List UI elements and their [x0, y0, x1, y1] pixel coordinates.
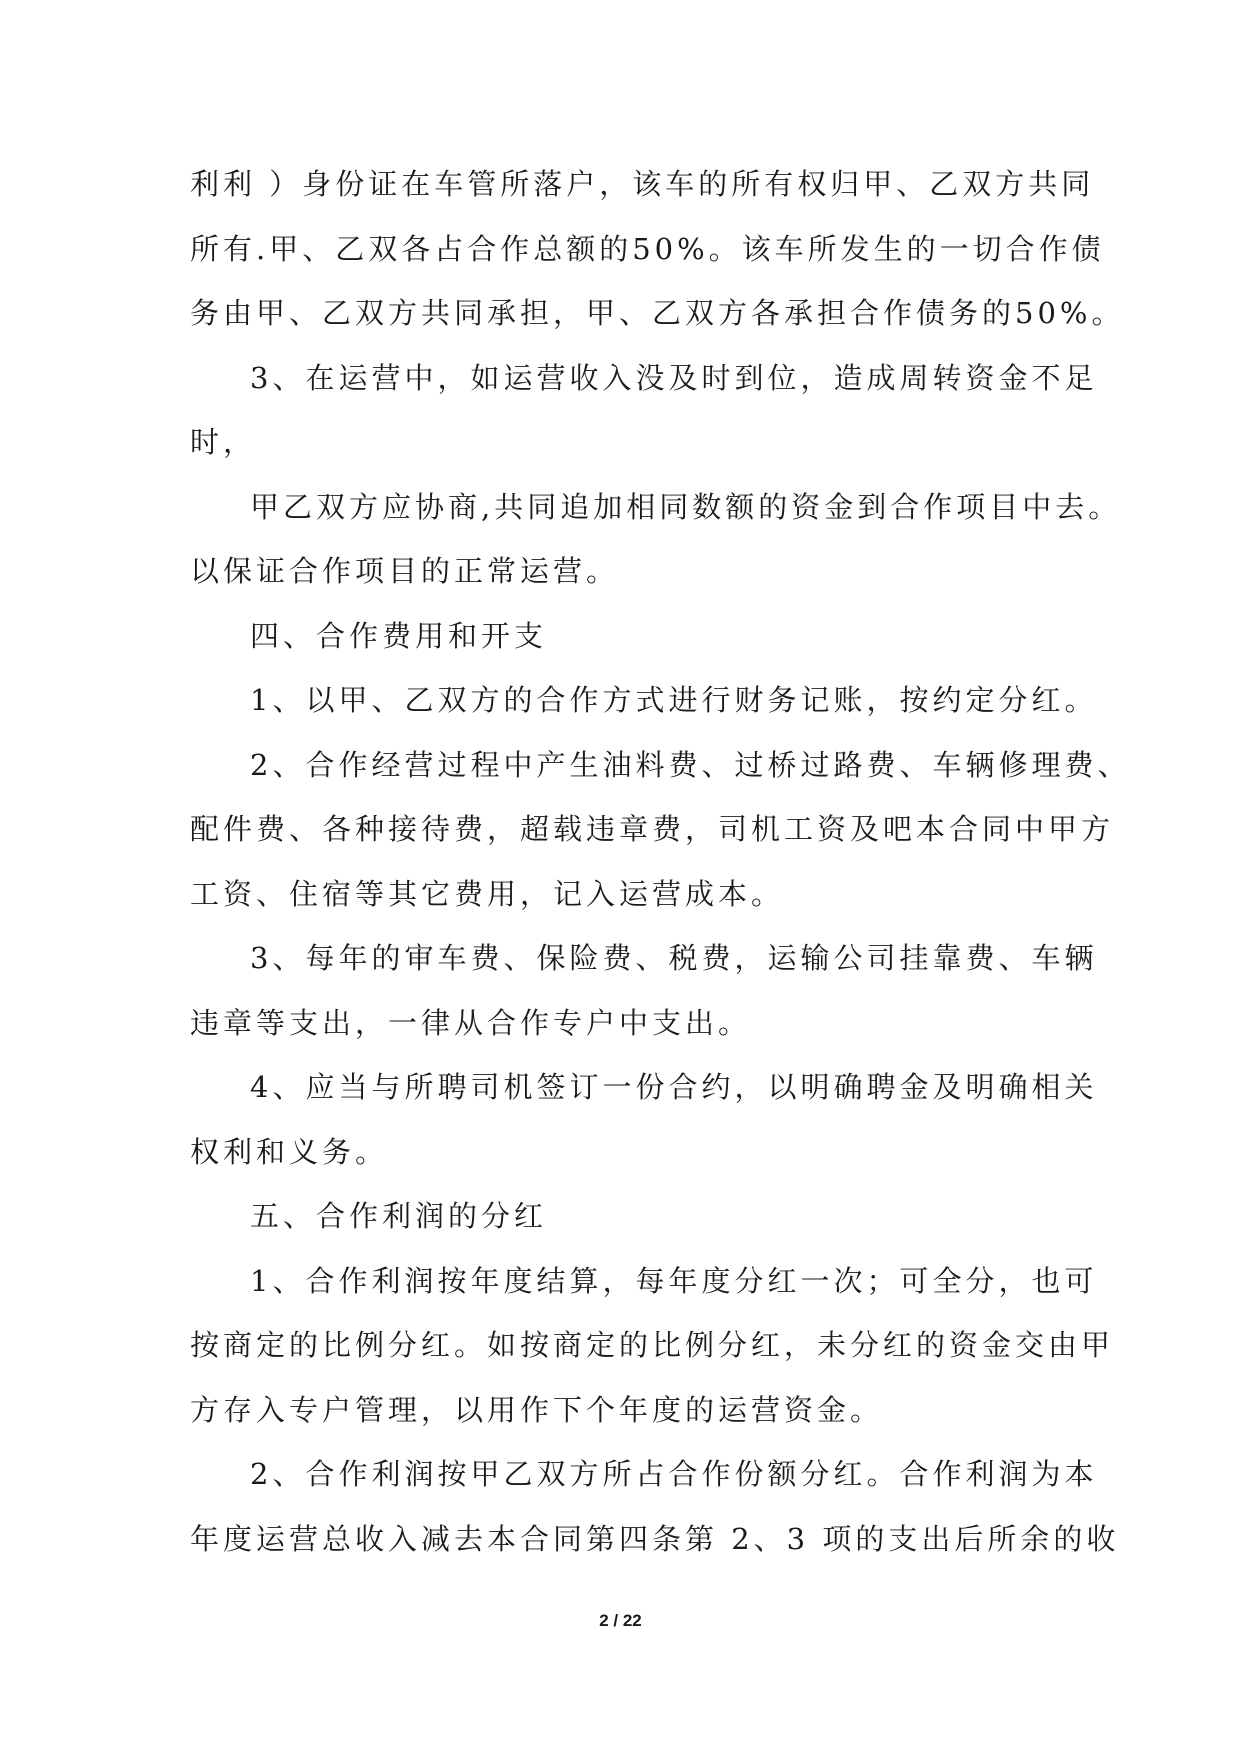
- text-line: 年度运营总收入减去本合同第四条第 2、3 项的支出后所余的收: [190, 1521, 1120, 1556]
- text-line: 时，: [190, 425, 257, 459]
- text-line: 违章等支出，一律从合作专户中支出。: [190, 1005, 752, 1040]
- text-line: 权利和义务。: [190, 1134, 389, 1169]
- text-line: 甲乙双方应协商,共同追加相同数额的资金到合作项目中去。: [250, 489, 1122, 524]
- text-line: 2、合作利润按甲乙双方所占合作份额分红。合作利润为本: [250, 1457, 1098, 1491]
- text-line: 3、每年的审车费、保险费、税费，运输公司挂靠费、车辆: [250, 941, 1098, 975]
- text-line: 1、以甲、乙双方的合作方式进行财务记账，按约定分红。: [250, 683, 1098, 717]
- text-line: 工资、住宿等其它费用，记入运营成本。: [190, 876, 785, 911]
- text-line: 五、合作利润的分红: [250, 1199, 548, 1233]
- text-line: 以保证合作项目的正常运营。: [190, 554, 620, 588]
- page-number: 2 / 22: [599, 1611, 642, 1630]
- text-line: 务由甲、乙双方共同承担，甲、乙双方各承担合作债务的50%。: [190, 296, 1125, 330]
- document-body: [190, 152, 1131, 1571]
- text-line: 4、应当与所聘司机签订一份合约，以明确聘金及明确相关: [250, 1070, 1098, 1104]
- text-line: 所有.甲、乙双各占合作总额的50%。该车所发生的一切合作债: [190, 231, 1105, 266]
- text-line: 2、合作经营过程中产生油料费、过桥过路费、车辆修理费、: [250, 747, 1131, 782]
- text-line: 方存入专户管理，以用作下个年度的运营资金。: [190, 1392, 884, 1427]
- text-line: 利利 ）身份证在车管所落户，该车的所有权归甲、乙双方共同: [190, 167, 1095, 201]
- text-line: 按商定的比例分红。如按商定的比例分红，未分红的资金交由甲: [190, 1328, 1115, 1362]
- text-line: 1、合作利润按年度结算，每年度分红一次；可全分，也可: [250, 1263, 1098, 1298]
- text-line: 四、合作费用和开支: [250, 618, 548, 653]
- text-line: 配件费、各种接待费，超载违章费，司机工资及吧本合同中甲方: [190, 812, 1115, 846]
- text-line: 3、在运营中，如运营收入没及时到位，造成周转资金不足: [250, 360, 1098, 395]
